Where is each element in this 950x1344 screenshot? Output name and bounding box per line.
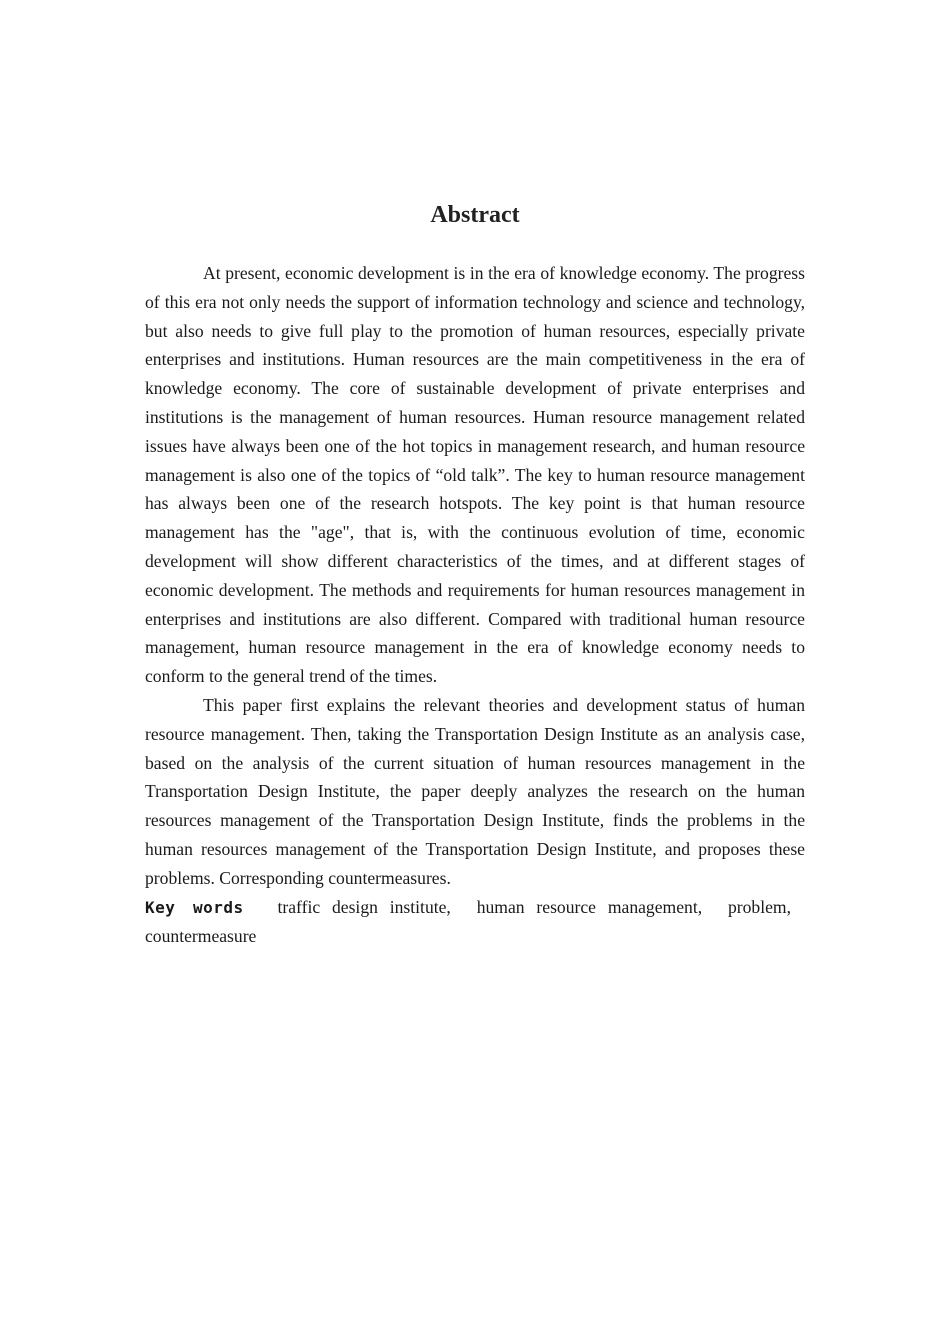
keywords-line — [145, 893, 805, 952]
abstract-title: Abstract — [430, 202, 520, 228]
abstract-paragraph-1: At present, economic development is in the era of knowledge economy. The progress of this era not only needs the support of information technology and science and technology, but also needs to give full play to the promotion of human resources, especially private enterprises and institutions. Human resources are the main competitiveness in the era of knowledge economy. The core of sustainable development of private enterprises and institutions is the management of human resources. Human resource management related issues have always been one of the hot topics in management research, and human resource management is also one of the topics of “old talk”. The key to human resource management has always been one of the research hotspots. The key point is that human resource management has the "age", that is, with the continuous evolution of time, economic development will show different characteristics of the times, and at different stages of economic development. The methods and requirements for human resources management in enterprises and institutions are also different. Compared with traditional human resource management, human resource management in the era of knowledge economy needs to conform to the general trend of the times. — [145, 263, 805, 687]
keyword-item: human resource management, — [476, 896, 703, 917]
keyword-item: countermeasure — [145, 926, 257, 947]
keywords-label: Key words — [145, 897, 244, 917]
abstract-paragraph-2: This paper first explains the relevant theories and development status of human resource management. Then, taking the Transportation Design Institute as an analysis case, based on the analysis of the current situation of human resources management in the Transportation Design Institute, the paper deeply analyzes the research on the human resources management of the Transportation Design Institute, finds the problems in the human resources management of the Transportation Design Institute, and proposes these problems. Corresponding countermeasures. — [145, 694, 805, 888]
keyword-item: traffic design institute, — [277, 896, 451, 917]
abstract-section — [145, 196, 805, 951]
keyword-item: problem, — [727, 896, 791, 917]
